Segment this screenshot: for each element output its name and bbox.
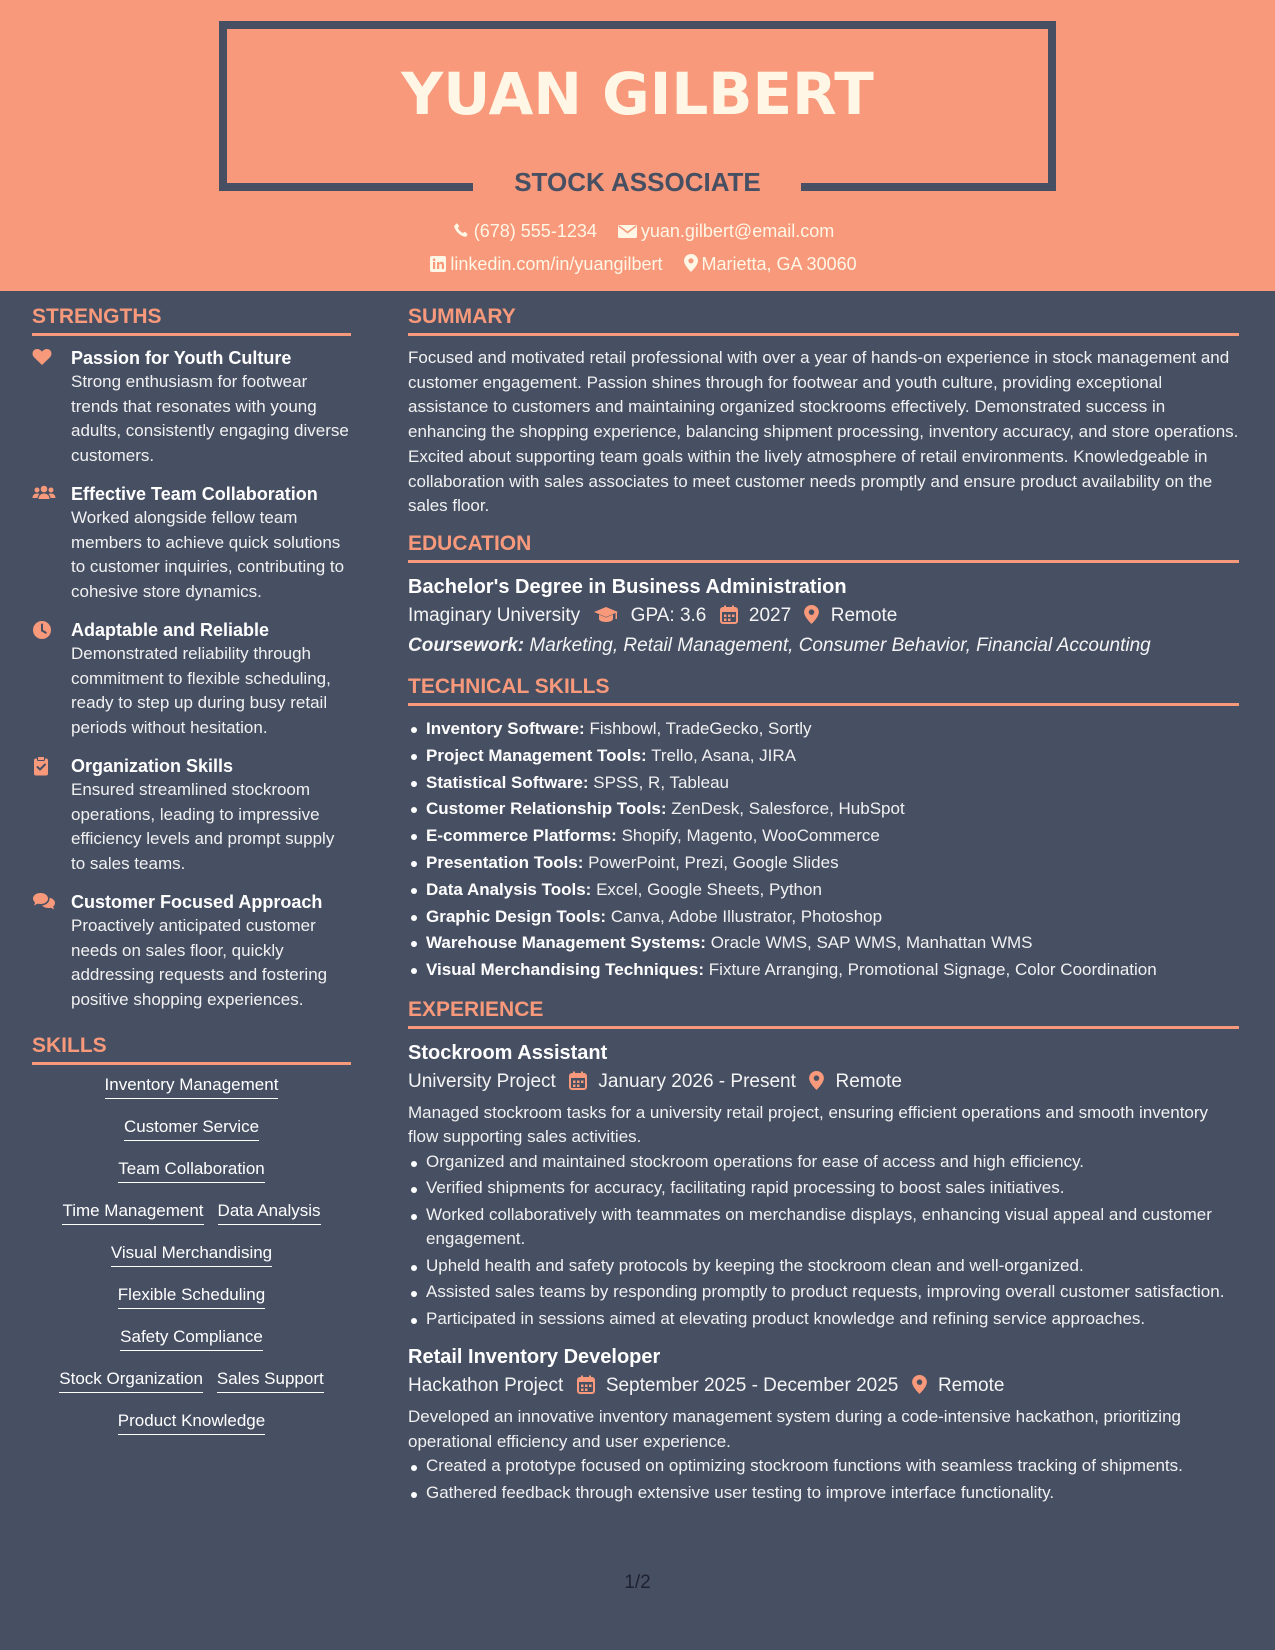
list-item — [408, 877, 1239, 904]
skill-tag: Data Analysis — [218, 1201, 321, 1225]
strength-title: Organization Skills — [71, 756, 234, 776]
skill-tag: Safety Compliance — [120, 1327, 263, 1351]
calendar-icon — [720, 605, 738, 624]
list-item — [408, 743, 1239, 770]
tech-skill-label: Visual Merchandising Techniques: — [426, 960, 705, 980]
tech-skill-label: Presentation Tools: — [426, 852, 584, 872]
list-item: Organized and maintained stockroom operations for ease of access and high efficiency. — [408, 1150, 1239, 1175]
header-banner — [0, 0, 1275, 291]
experience-entry — [408, 1039, 1239, 1332]
role-dates: January 2026 - Present — [598, 1070, 796, 1092]
job-title: STOCK ASSOCIATE — [514, 167, 761, 197]
tech-skill-label: E-commerce Platforms: — [426, 826, 617, 846]
list-item: Participated in sessions aimed at elevating product knowledge and refining service approaches. — [408, 1307, 1239, 1332]
tech-skill-value: Oracle WMS, SAP WMS, Manhattan WMS — [710, 933, 1033, 953]
list-item — [408, 716, 1239, 743]
graduation-year: 2027 — [748, 604, 792, 626]
graduation-cap-icon — [593, 606, 619, 624]
technical-skills-heading: TECHNICAL SKILLS — [408, 675, 1239, 706]
list-item — [408, 823, 1239, 850]
experience-entry — [408, 1343, 1239, 1505]
comments-icon — [32, 892, 54, 912]
list-item — [408, 850, 1239, 877]
tech-skill-value: Shopify, Magento, WooCommerce — [621, 826, 880, 846]
degree-name: Bachelor's Degree in Business Administration — [408, 575, 847, 598]
calendar-icon — [569, 1071, 587, 1090]
left-column — [32, 305, 351, 1453]
list-item — [408, 796, 1239, 823]
location-pin-icon — [804, 605, 819, 624]
education-location: Remote — [830, 604, 898, 626]
tech-skill-value: Fishbowl, TradeGecko, Sortly — [589, 718, 812, 738]
tech-skill-label: Customer Relationship Tools: — [426, 799, 667, 819]
list-item: Assisted sales teams by responding promptly to product requests, improving overall customer satisfaction. — [408, 1280, 1239, 1305]
skill-tag: Time Management — [62, 1201, 203, 1225]
tech-skill-value: ZenDesk, Salesforce, HubSpot — [671, 799, 905, 819]
role-description: Developed an innovative inventory management system during a code-intensive hackathon, prioritizing operational efficiency and user experience. — [408, 1407, 1181, 1451]
strength-desc: Worked alongside fellow team members to achieve quick solutions to customer inquiries, contributing to cohesive store dynamics. — [71, 508, 345, 601]
skill-tag: Customer Service — [124, 1117, 259, 1141]
role-location: Remote — [835, 1070, 902, 1092]
skill-tag: Flexible Scheduling — [118, 1285, 265, 1309]
skill-tag: Visual Merchandising — [111, 1243, 272, 1267]
contact-row-1 — [0, 220, 1275, 242]
clipboard-check-icon — [32, 756, 54, 776]
location-pin-icon — [912, 1375, 927, 1394]
coursework — [408, 631, 1239, 661]
organization: University Project — [408, 1070, 556, 1092]
location-pin-icon — [809, 1071, 824, 1090]
right-column — [408, 305, 1239, 1517]
gpa: GPA: 3.6 — [630, 604, 707, 626]
role-title: Stockroom Assistant — [408, 1041, 608, 1064]
list-item — [408, 930, 1239, 957]
strength-item — [32, 754, 351, 876]
education-heading: EDUCATION — [408, 532, 1239, 563]
strength-item — [32, 346, 351, 468]
strength-title: Effective Team Collaboration — [71, 484, 318, 504]
tech-skill-value: Excel, Google Sheets, Python — [596, 879, 822, 899]
list-item — [408, 957, 1239, 984]
list-item — [408, 904, 1239, 931]
tech-skill-label: Graphic Design Tools: — [426, 906, 607, 926]
role-dates: September 2025 - December 2025 — [605, 1375, 899, 1397]
experience-heading: EXPERIENCE — [408, 998, 1239, 1029]
tech-skill-label: Inventory Software: — [426, 718, 585, 738]
role-description: Managed stockroom tasks for a university retail project, ensuring efficient operations and smooth inventory flow supporting sales activities. — [408, 1102, 1209, 1147]
list-item: Upheld health and safety protocols by keeping the stockroom clean and well-organized. — [408, 1254, 1239, 1279]
clock-icon — [32, 620, 54, 640]
list-item: Created a prototype focused on optimizing stockroom functions with seamless tracking of shipments. — [408, 1454, 1239, 1479]
list-item — [408, 770, 1239, 797]
strength-title: Passion for Youth Culture — [71, 348, 292, 368]
role-bullets — [408, 1150, 1239, 1332]
coursework-list: Marketing, Retail Management, Consumer Behavior, Financial Accounting — [529, 634, 1151, 656]
email-icon — [618, 221, 637, 242]
tech-skill-label: Statistical Software: — [426, 772, 589, 792]
phone-icon — [453, 221, 470, 242]
location-text: Marietta, GA 30060 — [701, 253, 857, 274]
linkedin-icon — [430, 254, 446, 275]
technical-skills-list — [408, 716, 1239, 984]
tech-skill-value: Canva, Adobe Illustrator, Photoshop — [610, 906, 883, 926]
skill-tag: Sales Support — [217, 1369, 324, 1393]
school-name: Imaginary University — [408, 604, 581, 626]
role-location: Remote — [937, 1375, 1005, 1397]
contact-row-2 — [0, 253, 1275, 275]
summary-heading: SUMMARY — [408, 305, 1239, 336]
skill-tag: Stock Organization — [59, 1369, 203, 1393]
strength-desc: Demonstrated reliability through commitment to flexible scheduling, ready to step up during busy retail periods without hesitation. — [71, 644, 331, 737]
strength-item — [32, 618, 351, 740]
list-item: Worked collaboratively with teammates on merchandise displays, enhancing visual appeal and customer engagement. — [408, 1203, 1239, 1252]
heart-icon — [32, 348, 54, 368]
organization: Hackathon Project — [408, 1375, 564, 1397]
linkedin-url[interactable]: linkedin.com/in/yuangilbert — [450, 253, 663, 274]
tech-skill-label: Data Analysis Tools: — [426, 879, 592, 899]
tech-skill-value: PowerPoint, Prezi, Google Slides — [588, 852, 839, 872]
role-meta — [408, 1067, 1239, 1097]
tech-skill-value: Fixture Arranging, Promotional Signage, Color Coordination — [708, 960, 1157, 980]
skill-tag: Inventory Management — [105, 1075, 279, 1099]
skill-tag: Product Knowledge — [118, 1411, 265, 1435]
skill-tag: Team Collaboration — [118, 1159, 264, 1183]
tech-skill-value: SPSS, R, Tableau — [593, 772, 730, 792]
tech-skill-label: Project Management Tools: — [426, 745, 647, 765]
list-item: Gathered feedback through extensive user testing to improve interface functionality. — [408, 1481, 1239, 1506]
skills-heading: SKILLS — [32, 1034, 351, 1065]
role-meta — [408, 1371, 1239, 1401]
email-address[interactable]: yuan.gilbert@email.com — [640, 220, 835, 241]
strength-item — [32, 890, 351, 1012]
users-icon — [32, 484, 54, 504]
skills-list — [32, 1075, 351, 1435]
tech-skill-label: Warehouse Management Systems: — [426, 933, 706, 953]
calendar-icon — [577, 1375, 595, 1394]
role-title: Retail Inventory Developer — [408, 1346, 661, 1369]
tech-skill-value: Trello, Asana, JIRA — [651, 745, 797, 765]
list-item: Verified shipments for accuracy, facilitating rapid processing to boost sales initiatives. — [408, 1176, 1239, 1201]
strength-desc: Strong enthusiasm for footwear trends that resonates with young adults, consistently engaging diverse customers. — [71, 372, 349, 465]
strength-title: Customer Focused Approach — [71, 892, 323, 912]
strength-desc: Proactively anticipated customer needs on sales floor, quickly addressing requests and fostering positive shopping experiences. — [71, 916, 328, 1009]
strength-item — [32, 482, 351, 604]
location-pin-icon — [684, 254, 698, 275]
summary-text: Focused and motivated retail professional with over a year of hands-on experience in stock management and customer engagement. Passion shines through for footwear and youth culture, providing exceptional assistance to customers and maintaining organized stockrooms effectively. Demonstrated success in enhancing the shopping experience, balancing shipment processing, inventory accuracy, and store operations. Excited about supporting team goals within the lively atmosphere of retail environments. Knowledgeable in collaboration with sales associates to meet customer needs promptly and ensure product availability on the sales floor. — [408, 348, 1239, 516]
role-bullets — [408, 1454, 1239, 1505]
strength-desc: Ensured streamlined stockroom operations, leading to impressive efficiency levels and prompt supply to sales teams. — [71, 780, 335, 873]
page-number: 1/2 — [624, 1572, 651, 1593]
coursework-label: Coursework: — [408, 634, 525, 656]
phone-number[interactable]: (678) 555-1234 — [473, 220, 597, 241]
strength-title: Adaptable and Reliable — [71, 620, 270, 640]
candidate-name: YUAN GILBERT — [401, 60, 874, 128]
education-meta — [408, 601, 1239, 631]
strengths-heading: STRENGTHS — [32, 305, 351, 336]
